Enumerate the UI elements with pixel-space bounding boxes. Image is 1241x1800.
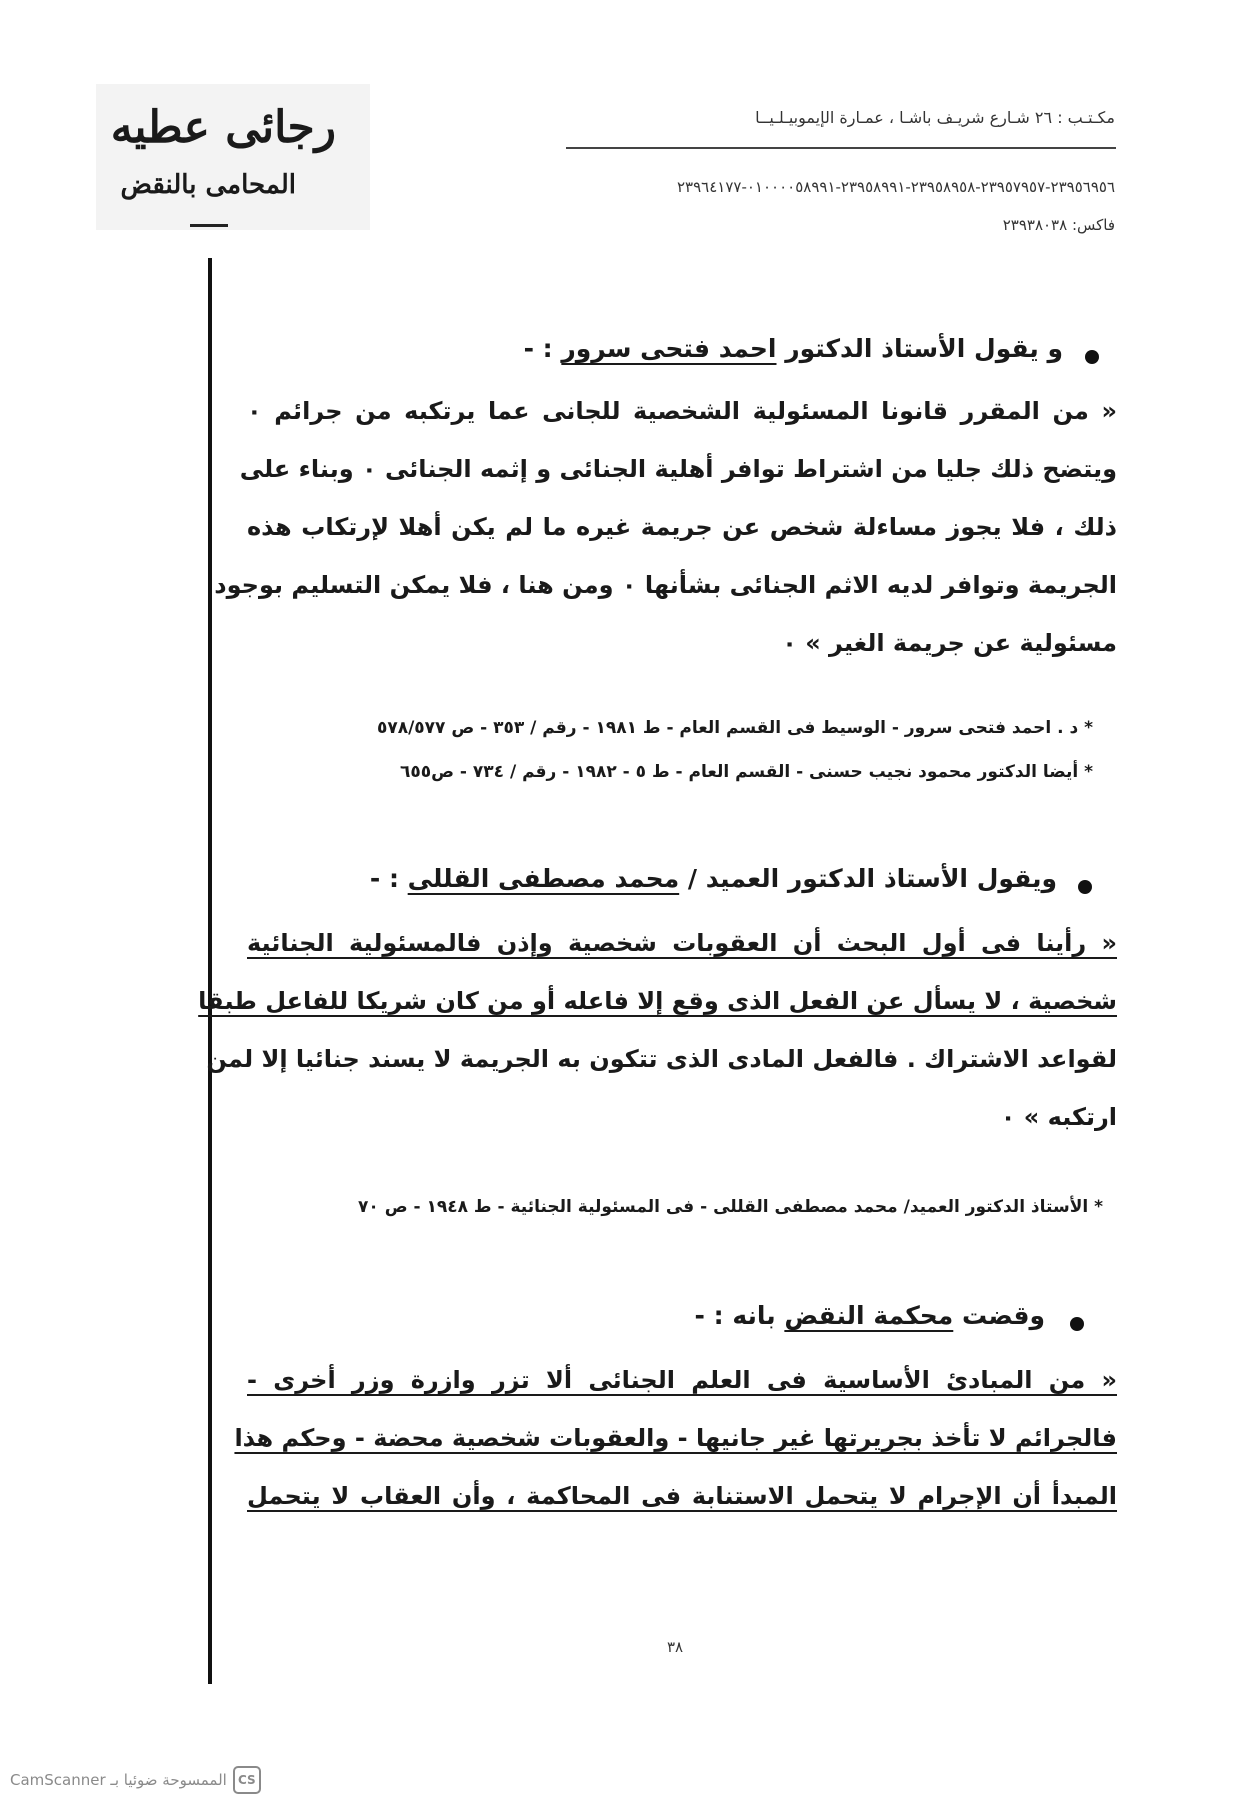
margin-line bbox=[208, 258, 212, 1684]
section1-line-3: ذلك ، فلا يجوز مساءلة شخص عن جريمة غيره ما لم يكن أهلا لإرتكاب هذه bbox=[247, 513, 1117, 541]
phone-numbers: ٢٣٩٥٦٩٥٦-٢٣٩٥٧٩٥٧-٢٣٩٥٨٩٥٨-٢٣٩٥٨٩٩١-٠١٠٠٠٠٥٨٩٩١-٢٣٩٦٤١٧٧ bbox=[677, 178, 1115, 196]
office-address: مكـتـب : ٢٦ شـارع شريـف باشـا ، عمـارة الإيموبيـلـيــا bbox=[755, 108, 1115, 127]
section2-line-3: لقواعد الاشتراك . فالفعل المادى الذى تتكون به الجريمة لا يسند جنائيا إلا لمن bbox=[206, 1045, 1117, 1073]
logo-title: المحامى بالنقض bbox=[120, 170, 296, 200]
heading-author: احمد فتحى سرور bbox=[561, 334, 777, 363]
camscanner-icon: CS bbox=[233, 1766, 261, 1794]
header-rule bbox=[566, 147, 1116, 149]
section2-citation: * الأستاذ الدكتور العميد/ محمد مصطفى القللى - فى المسئولية الجنائية - ط ١٩٤٨ - ص ٧٠ bbox=[358, 1197, 1103, 1217]
bullet-icon bbox=[1070, 1317, 1084, 1331]
section3-line-3: المبدأ أن الإجرام لا يتحمل الاستنابة فى المحاكمة ، وأن العقاب لا يتحمل bbox=[247, 1482, 1117, 1510]
heading-court: محكمة النقض bbox=[784, 1301, 954, 1330]
section1-heading bbox=[524, 334, 1063, 363]
section1-line-2: ويتضح ذلك جليا من اشتراط توافر أهلية الجنائى و إثمه الجنائى ٠ وبناء على bbox=[239, 455, 1117, 483]
section3-line-2: فالجرائم لا تأخذ بجريرتها غير جانيها - والعقوبات شخصية محضة - وحكم هذا bbox=[234, 1424, 1117, 1452]
fax-number: فاكس: ٢٣٩٣٨٠٣٨ bbox=[1002, 216, 1115, 234]
heading-text: وقضت bbox=[953, 1301, 1045, 1330]
section1-citation-1: * د . احمد فتحى سرور - الوسيط فى القسم العام - ط ١٩٨١ - رقم / ٣٥٣ - ص ٥٧٨/٥٧٧ bbox=[376, 718, 1093, 738]
section1-line-1: « من المقرر قانونا المسئولية الشخصية للجانى عما يرتكبه من جرائم ٠ bbox=[247, 397, 1117, 425]
section3-heading bbox=[695, 1301, 1045, 1330]
logo-divider bbox=[190, 224, 228, 227]
section2-heading bbox=[370, 864, 1057, 893]
camscanner-watermark bbox=[10, 1766, 261, 1794]
heading-suffix: بانه : - bbox=[694, 1301, 785, 1330]
heading-text: ويقول الأستاذ الدكتور العميد / bbox=[679, 864, 1057, 893]
section2-line-2: شخصية ، لا يسأل عن الفعل الذى وقع إلا فاعله أو من كان شريكا للفاعل طبقا bbox=[198, 987, 1117, 1015]
heading-text: و يقول الأستاذ الدكتور bbox=[776, 334, 1063, 363]
section3-line-1: « من المبادئ الأساسية فى العلم الجنائى ألا تزر وازرة وزر أخرى - bbox=[247, 1366, 1117, 1394]
section1-citation-2: * أيضا الدكتور محمود نجيب حسنى - القسم العام - ط ٥ - ١٩٨٢ - رقم / ٧٣٤ - ص٦٥٥ bbox=[400, 762, 1093, 782]
section2-line-4: ارتكبه » ٠ bbox=[1000, 1103, 1117, 1131]
section1-line-5: مسئولية عن جريمة الغير » ٠ bbox=[782, 629, 1117, 657]
heading-author: محمد مصطفى القللى bbox=[407, 864, 680, 893]
heading-suffix: : - bbox=[523, 334, 562, 363]
bullet-icon bbox=[1078, 880, 1092, 894]
bullet-icon bbox=[1085, 350, 1099, 364]
camscanner-text: الممسوحة ضوئيا بـ CamScanner bbox=[10, 1771, 227, 1789]
letterhead-logo bbox=[96, 84, 370, 230]
heading-suffix: : - bbox=[369, 864, 408, 893]
section1-line-4: الجريمة وتوافر لديه الاثم الجنائى بشأنها ٠ ومن هنا ، فلا يمكن التسليم بوجود bbox=[214, 571, 1117, 599]
page-number: ٣٨ bbox=[667, 1638, 684, 1656]
section2-line-1: « رأينا فى أول البحث أن العقوبات شخصية وإذن فالمسئولية الجنائية bbox=[247, 929, 1117, 957]
logo-name: رجائى عطيه bbox=[110, 102, 336, 153]
